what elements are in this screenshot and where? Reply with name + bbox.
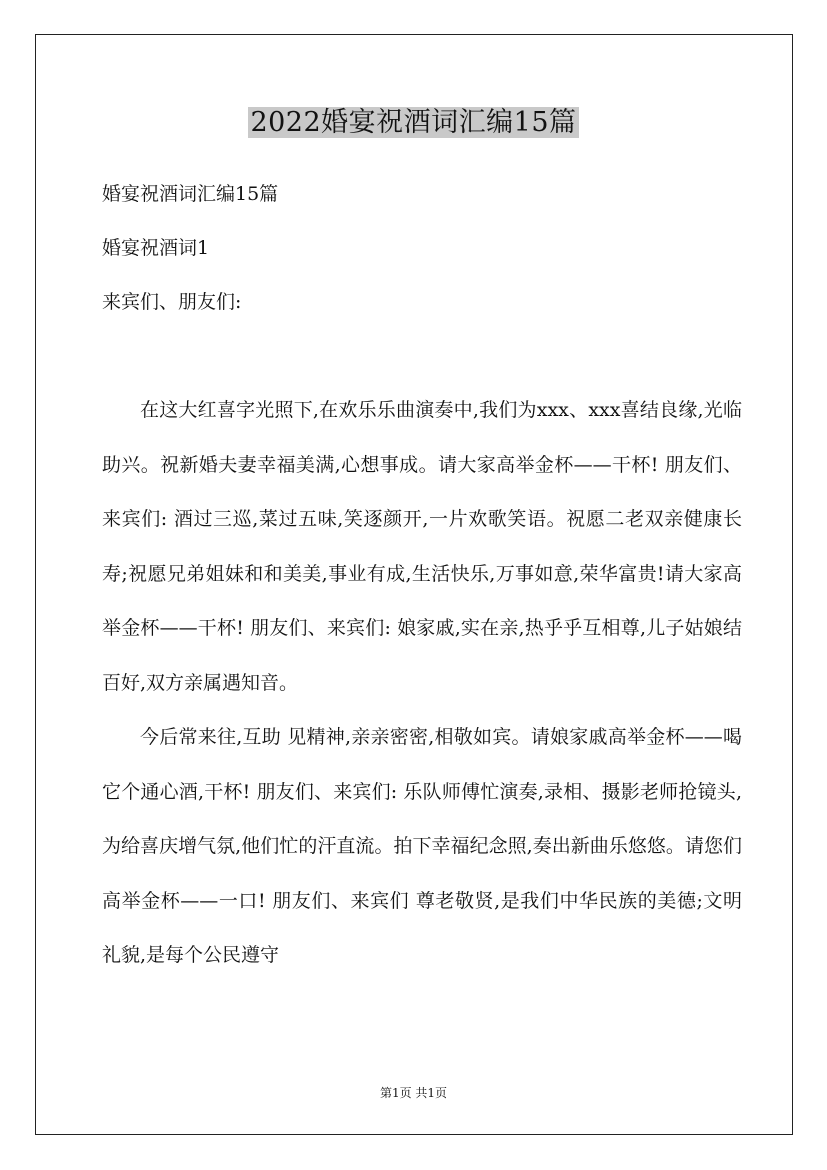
page-footer: 第1页 共1页 — [379, 1086, 448, 1100]
document-title-block — [0, 104, 827, 142]
section-heading: 婚宴祝酒词1 — [102, 237, 210, 259]
paragraph: 今后常来往,互助 见精神,亲亲密密,相敬如宾。请娘家戚高举金杯——喝它个通心酒,干杯! 朋友们、来宾们: 乐队师傅忙演奏,录相、摄影老师抢镜头,为给喜庆增气氛,他们忙的汗直流。拍下幸福纪念照,奏出新曲乐悠悠。请您们高举金杯——一口! 朋友们、来宾们 尊老敬贤,是我们中华民族的美德;文明礼貌,是每个公民遵守 — [102, 726, 742, 966]
salutation: 来宾们、朋友们: — [102, 291, 242, 313]
subtitle: 婚宴祝酒词汇编15篇 — [102, 183, 279, 205]
body-text — [102, 383, 742, 983]
paragraph: 在这大红喜字光照下,在欢乐乐曲演奏中,我们为xxx、xxx喜结良缘,光临助兴。祝新婚夫妻幸福美满,心想事成。请大家高举金杯——干杯! 朋友们、来宾们: 酒过三巡,菜过五味,笑逐颜开,一片欢歌笑语。祝愿二老双亲健康长寿;祝愿兄弟姐妹和和美美,事业有成,生活快乐,万事如意,荣华富贵!请大家高举金杯——干杯! 朋友们、来宾们: 娘家戚,实在亲,热乎乎互相尊,儿子姑娘结百好,双方亲属遇知音。 — [102, 399, 742, 694]
document-title: 2022婚宴祝酒词汇编15篇 — [250, 107, 577, 138]
